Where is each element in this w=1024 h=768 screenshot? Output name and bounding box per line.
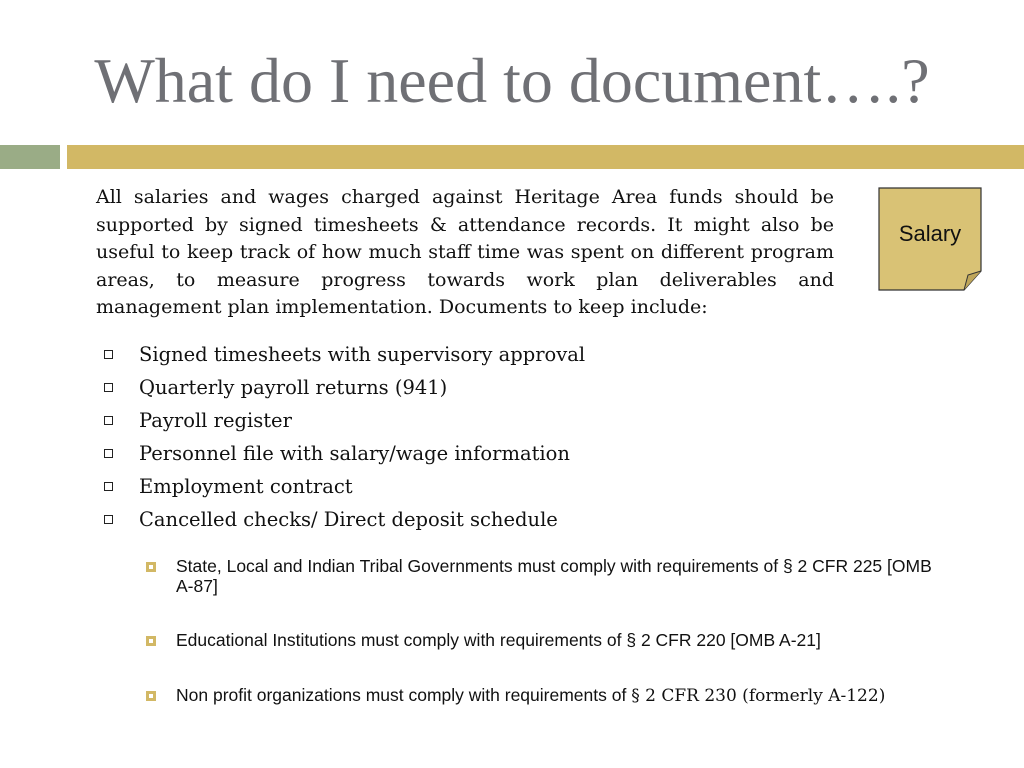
requirement-text: State, Local and Indian Tribal Governments must comply with requirements of § 2 CFR 225 [OMB A-87] bbox=[176, 556, 932, 596]
list-item bbox=[104, 503, 585, 536]
documents-list bbox=[104, 338, 585, 536]
list-item-text: Payroll register bbox=[139, 409, 292, 432]
list-item-text: Quarterly payroll returns (941) bbox=[139, 376, 448, 399]
list-item-text: Personnel file with salary/wage information bbox=[139, 442, 570, 465]
note-label: Salary bbox=[898, 221, 962, 246]
square-bullet-icon bbox=[104, 482, 113, 491]
square-bullet-icon bbox=[104, 515, 113, 524]
square-bullet-icon bbox=[104, 350, 113, 359]
gold-bullet-icon bbox=[146, 562, 156, 572]
requirement-citation: § 2 CFR 230 (formerly A-122) bbox=[631, 686, 886, 706]
list-item bbox=[104, 470, 585, 503]
requirement-item bbox=[146, 685, 946, 706]
list-item-text: Signed timesheets with supervisory approval bbox=[139, 343, 586, 366]
list-item bbox=[104, 404, 585, 437]
square-bullet-icon bbox=[104, 383, 113, 392]
list-item-text: Employment contract bbox=[139, 475, 353, 498]
requirement-text: Educational Institutions must comply with requirements of § 2 CFR 220 [OMB A-21] bbox=[176, 630, 821, 650]
requirement-item bbox=[146, 630, 946, 685]
requirements-list bbox=[146, 556, 946, 706]
accent-bar-green bbox=[0, 145, 60, 169]
square-bullet-icon bbox=[104, 416, 113, 425]
list-item bbox=[104, 371, 585, 404]
gold-bullet-icon bbox=[146, 636, 156, 646]
slide-title: What do I need to document….? bbox=[94, 45, 930, 116]
gold-bullet-icon bbox=[146, 691, 156, 701]
accent-bar-gold bbox=[67, 145, 1024, 169]
requirement-text: Non profit organizations must comply with requirements of bbox=[176, 685, 632, 705]
square-bullet-icon bbox=[104, 449, 113, 458]
salary-note-shape bbox=[878, 187, 982, 291]
requirement-item bbox=[146, 556, 946, 630]
list-item-text: Cancelled checks/ Direct deposit schedule bbox=[139, 508, 558, 531]
intro-paragraph: All salaries and wages charged against Heritage Area funds should be supported by signed timesheets & attendance records. It might also be useful to keep track of how much staff time was spent on different program areas, to measure progress towards work plan deliverables and management plan implementation. Documents to keep include: bbox=[96, 186, 834, 318]
list-item bbox=[104, 437, 585, 470]
list-item bbox=[104, 338, 585, 371]
